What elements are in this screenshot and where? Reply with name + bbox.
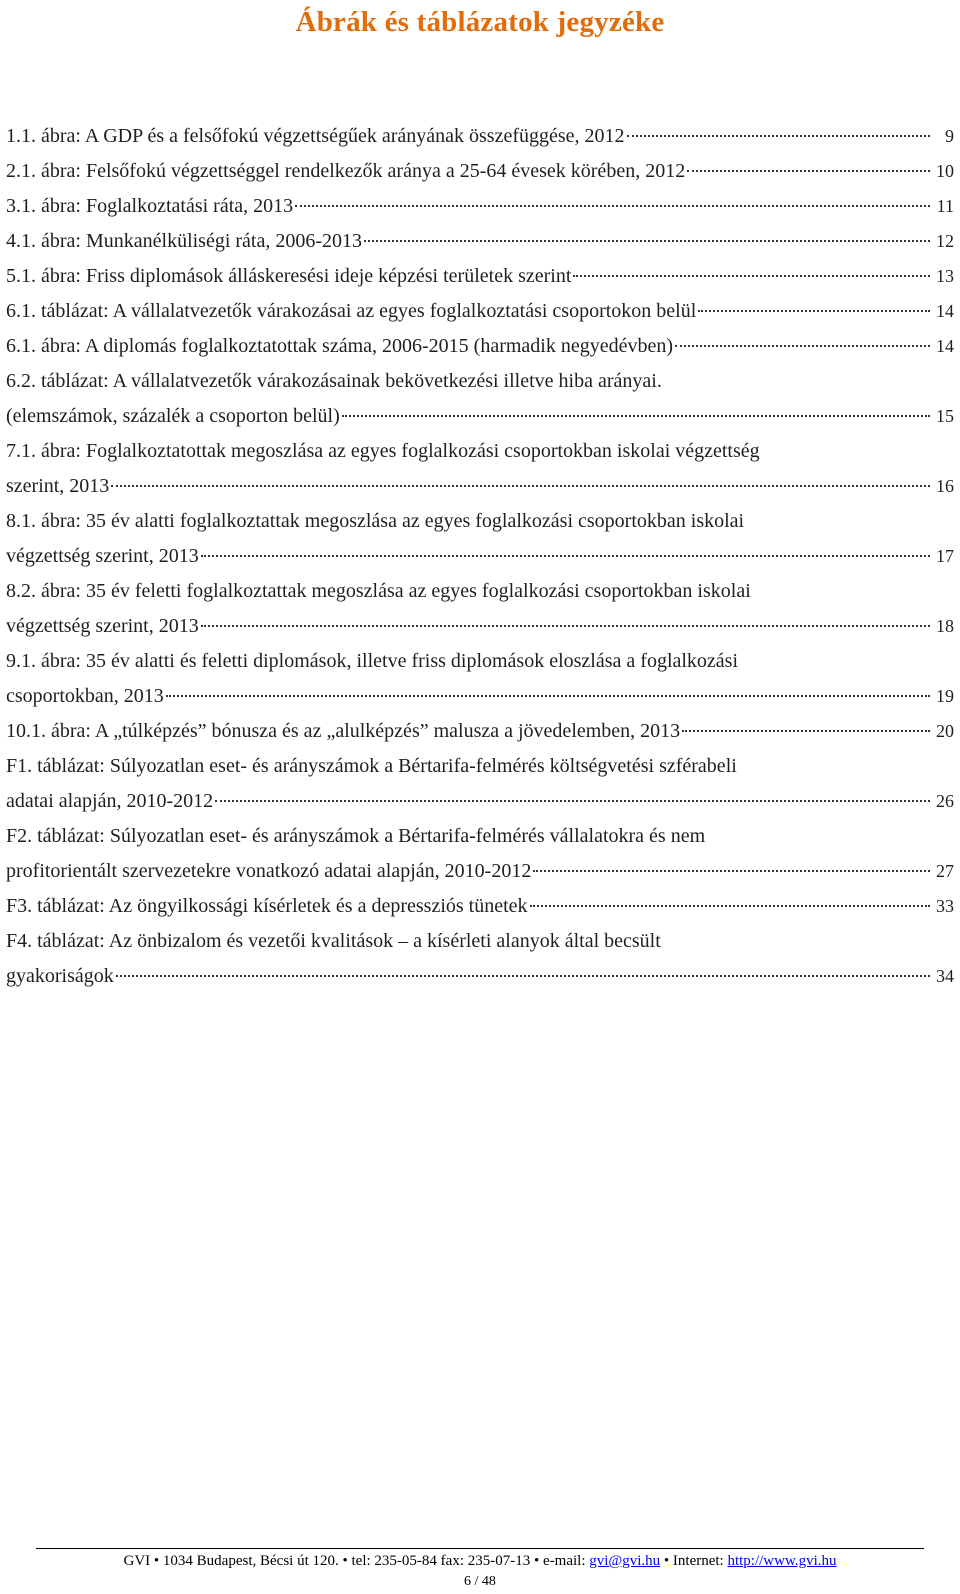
footer-email-label: e-mail: (543, 1553, 586, 1569)
toc-entry[interactable] (6, 504, 954, 574)
toc-page-number: 10 (936, 161, 954, 181)
toc-entry-line (6, 714, 954, 749)
toc-page-number: 11 (936, 196, 954, 216)
toc-entry-line (6, 784, 954, 819)
toc-page-number: 33 (936, 896, 954, 916)
toc-dot-leader (116, 975, 930, 977)
footer-separator: • (342, 1553, 348, 1569)
toc-dot-leader (201, 625, 930, 627)
toc-entry-text: F1. táblázat: Súlyozatlan eset- és arányszámok a Bértarifa-felmérés költségvetési szférabeli (6, 755, 737, 777)
toc-entry-line (6, 924, 954, 959)
toc-entry-text: profitorientált szervezetekre vonatkozó adatai alapján, 2010-2012 (6, 860, 532, 882)
toc-entry-line (6, 959, 954, 994)
footer-email-link[interactable]: gvi@gvi.hu (589, 1553, 661, 1569)
toc-entry-line (6, 889, 954, 924)
toc-entry-text: 6.2. táblázat: A vállalatvezetők várakozásainak bekövetkezési illetve hiba arányai. (6, 370, 662, 392)
toc-page-number: 9 (945, 126, 954, 146)
toc-entry[interactable] (6, 644, 954, 714)
toc-dot-leader (364, 240, 930, 242)
footer-url-link[interactable]: http://www.gvi.hu (727, 1553, 837, 1569)
toc-page-number: 19 (936, 686, 954, 706)
toc-entry-text: 9.1. ábra: 35 év alatti és feletti diplomások, illetve friss diplomások eloszlása a foglalkozási (6, 650, 739, 672)
toc-dot-leader (698, 310, 930, 312)
toc-entry-line (6, 854, 954, 889)
footer-separator: • (663, 1553, 670, 1569)
footer-fax: fax: 235-07-13 (440, 1553, 531, 1569)
toc-dot-leader (682, 730, 930, 732)
toc-page-number: 20 (936, 721, 954, 741)
toc-page-number: 14 (936, 336, 954, 356)
toc-entry-line (6, 189, 954, 224)
toc-entry[interactable] (6, 749, 954, 819)
toc-page-number: 34 (936, 966, 954, 986)
toc-dot-leader (111, 485, 930, 487)
toc-page-number: 14 (936, 301, 954, 321)
toc-entry-text: végzettség szerint, 2013 (6, 615, 199, 637)
toc-entry-line (6, 539, 954, 574)
toc-page-number: 16 (936, 476, 954, 496)
toc-dot-leader (675, 345, 930, 347)
toc-entry-line (6, 434, 954, 469)
toc-entry-text: 7.1. ábra: Foglalkoztatottak megoszlása az egyes foglalkozási csoportokban iskolai végzettség (6, 440, 760, 462)
toc-entry-line (6, 154, 954, 189)
toc-dot-leader (627, 135, 930, 137)
footer-internet-label: Internet: (672, 1553, 724, 1569)
toc-entry-text: 2.1. ábra: Felsőfokú végzettséggel rendelkezők aránya a 25-64 évesek körében, 2012 (6, 160, 686, 182)
toc-page-number: 18 (936, 616, 954, 636)
toc-dot-leader (166, 695, 930, 697)
toc-entry-text: 4.1. ábra: Munkanélküliségi ráta, 2006-2013 (6, 230, 363, 252)
toc-entry-line (6, 469, 954, 504)
toc-entry-line (6, 399, 954, 434)
toc-entry-text: 1.1. ábra: A GDP és a felsőfokú végzettségűek arányának összefüggése, 2012 (6, 125, 625, 147)
footer-org: GVI (123, 1553, 151, 1569)
toc-entry[interactable] (6, 574, 954, 644)
footer-divider (36, 1548, 924, 1549)
toc-entry[interactable] (6, 224, 954, 259)
toc-entry-line (6, 224, 954, 259)
toc-entry-line (6, 819, 954, 854)
toc-dot-leader (342, 415, 930, 417)
footer-separator: • (153, 1553, 160, 1569)
toc-entry[interactable] (6, 819, 954, 889)
footer-address: 1034 Budapest, Bécsi út 120. (162, 1553, 339, 1569)
toc-entry-text: adatai alapján, 2010-2012 (6, 790, 214, 812)
toc-page-number: 15 (936, 406, 954, 426)
table-of-figures (6, 119, 954, 994)
toc-entry[interactable] (6, 364, 954, 434)
toc-entry-line (6, 504, 954, 539)
toc-entry[interactable] (6, 434, 954, 504)
toc-entry-text: 8.2. ábra: 35 év feletti foglalkoztattak megoszlása az egyes foglalkozási csoportokban iskolai (6, 580, 751, 602)
toc-entry-text: 5.1. ábra: Friss diplomások álláskeresési ideje képzési területek szerint (6, 265, 572, 287)
toc-entry-line (6, 364, 954, 399)
footer (0, 1553, 960, 1570)
toc-entry-text: 6.1. ábra: A diplomás foglalkoztatottak száma, 2006-2015 (harmadik negyedévben) (6, 335, 674, 357)
toc-entry[interactable] (6, 329, 954, 364)
toc-dot-leader (295, 205, 930, 207)
toc-entry-line (6, 574, 954, 609)
toc-entry-line (6, 119, 954, 154)
toc-entry[interactable] (6, 154, 954, 189)
toc-entry-line (6, 644, 954, 679)
footer-separator: • (533, 1553, 540, 1569)
toc-page-number: 26 (936, 791, 954, 811)
toc-entry-line (6, 749, 954, 784)
toc-entry[interactable] (6, 119, 954, 154)
toc-entry-line (6, 259, 954, 294)
toc-entry[interactable] (6, 889, 954, 924)
toc-entry-text: csoportokban, 2013 (6, 685, 164, 707)
toc-entry-text: gyakoriságok (6, 965, 114, 987)
toc-entry-line (6, 329, 954, 364)
toc-entry[interactable] (6, 259, 954, 294)
toc-entry[interactable] (6, 714, 954, 749)
toc-page-number: 27 (936, 861, 954, 881)
toc-entry-text: (elemszámok, százalék a csoporton belül) (6, 405, 340, 427)
toc-entry-text: F4. táblázat: Az önbizalom és vezetői kvalitások – a kísérleti alanyok által becsült (6, 930, 661, 952)
toc-entry-text: szerint, 2013 (6, 475, 110, 497)
toc-entry[interactable] (6, 189, 954, 224)
toc-entry[interactable] (6, 924, 954, 994)
toc-entry-text: 6.1. táblázat: A vállalatvezetők várakozásai az egyes foglalkoztatási csoportokon belül (6, 300, 697, 322)
toc-entry-text: 3.1. ábra: Foglalkoztatási ráta, 2013 (6, 195, 294, 217)
page-number: 6 / 48 (464, 1574, 496, 1589)
page-title: Ábrák és táblázatok jegyzéke (295, 6, 665, 38)
toc-dot-leader (530, 905, 930, 907)
toc-dot-leader (215, 800, 930, 802)
toc-entry-text: 8.1. ábra: 35 év alatti foglalkoztattak megoszlása az egyes foglalkozási csoportokban iskolai (6, 510, 745, 532)
toc-entry-text: F2. táblázat: Súlyozatlan eset- és arányszámok a Bértarifa-felmérés vállalatokra és nem (6, 825, 706, 847)
toc-entry-line (6, 679, 954, 714)
toc-page-number: 13 (936, 266, 954, 286)
toc-entry-text: 10.1. ábra: A „túlképzés” bónusza és az „alulképzés” malusza a jövedelemben, 2013 (6, 720, 681, 742)
toc-dot-leader (573, 275, 930, 277)
toc-page-number: 12 (936, 231, 954, 251)
footer-tel: tel: 235-05-84 (351, 1553, 437, 1569)
toc-entry-line (6, 609, 954, 644)
toc-entry[interactable] (6, 294, 954, 329)
toc-dot-leader (533, 870, 930, 872)
toc-entry-text: F3. táblázat: Az öngyilkossági kísérletek és a depressziós tünetek (6, 895, 528, 917)
toc-page-number: 17 (936, 546, 954, 566)
toc-entry-line (6, 294, 954, 329)
toc-dot-leader (687, 170, 930, 172)
toc-entry-text: végzettség szerint, 2013 (6, 545, 199, 567)
toc-dot-leader (201, 555, 930, 557)
